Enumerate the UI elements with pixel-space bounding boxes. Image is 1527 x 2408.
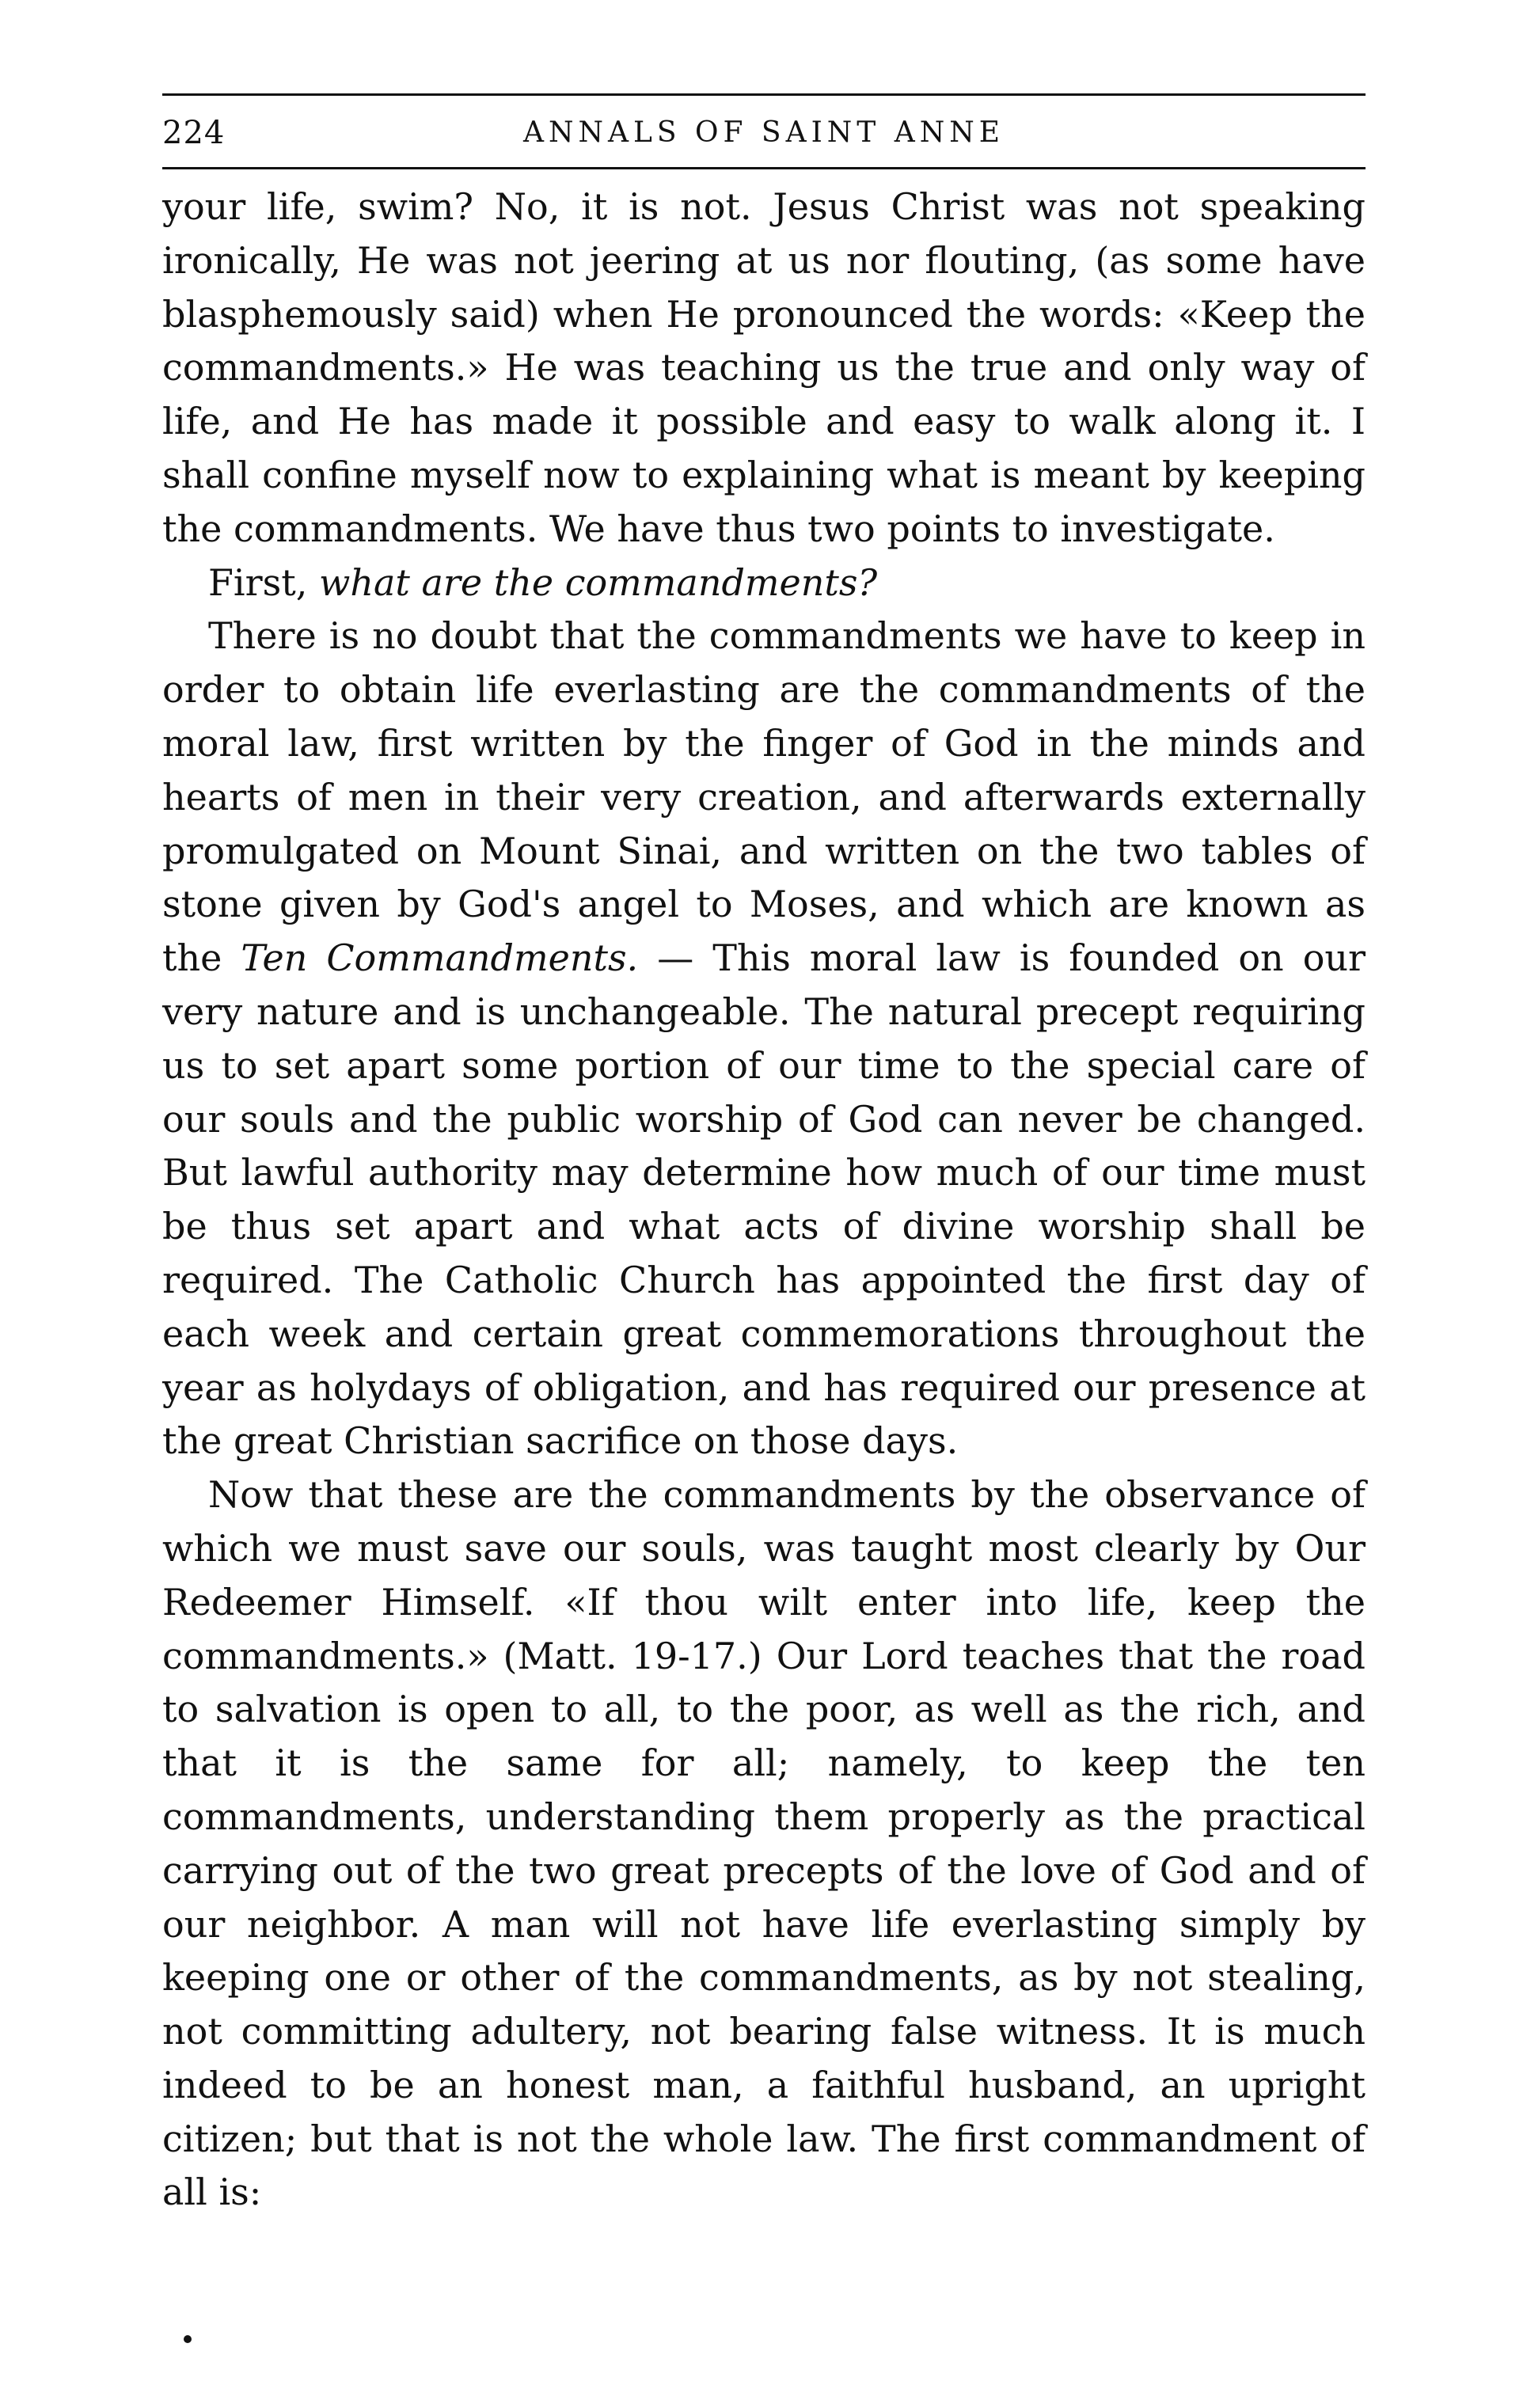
section-heading: [162, 556, 1366, 610]
section-heading-italic: what are the commandments?: [318, 560, 878, 604]
paragraph-continuation: your life, swim? No, it is not. Jesus Christ was not speaking ironically, He was not jeering at us nor flouting, (as some have blasphemously said) when He pronounced the words: «Keep the commandments.» He was teaching us the true and only way of life, and He has made it possible and easy to walk along it. I shall confine myself now to explaining what is meant by keeping the commandments. We have thus two points to investigate.: [162, 185, 1366, 550]
paragraph-observance: Now that these are the commandments by the observance of which we must save our souls, was taught most clearly by Our Redeemer Himself. «If thou wilt enter into life, keep the commandments.» (Matt. 19-17.) Our Lord teaches that the road to salvation is open to all, to the poor, as well as the rich, and that it is the same for all; namely, to keep the ten commandments, understanding them properly as the practical carrying out of the two great precepts of the love of God and of our neighbor. A man will not have life everlasting simply by keeping one or other of the commandments, as by not stealing, not committing adultery, not bearing false witness. It is much indeed to be an honest man, a faithful husband, an upright citizen; but that is not the whole law. The first commandment of all is:: [162, 1473, 1366, 2214]
stray-mark: [184, 2335, 192, 2343]
book-page: [162, 93, 1366, 2220]
section-heading-lead: First,: [208, 560, 319, 604]
page-header: [162, 102, 1366, 167]
ten-commandments-italic: Ten Commandments.: [241, 936, 639, 980]
paragraph-commandments-text-before: There is no doubt that the commandments we have to keep in order to obtain life everlasting are the commandments of the moral law, first written by the finger of God in the minds and hearts of men in their very creation, and afterwards externally promulgated on Mount Sinai, and written on the two tables of stone given by God's angel to Moses, and which are known as the: [162, 614, 1366, 980]
running-title: ANNALS OF SAINT ANNE: [522, 116, 1005, 149]
header-top-rule: [162, 93, 1366, 96]
header-bottom-rule: [162, 167, 1366, 169]
paragraph-commandments-text-after: — This moral law is founded on our very nature and is unchangeable. The natural precept requiring us to set apart some portion of our time to the special care of our souls and the public worship of God can never be changed. But lawful authority may determine how much of our time must be thus set apart and what acts of divine worship shall be required. The Catholic Church has appointed the first day of each week and certain great commemorations throughout the year as holydays of obligation, and has required our presence at the great Christian sacrifice on those days.: [162, 936, 1366, 1463]
page-number: 224: [162, 115, 226, 151]
paragraph-commandments: [162, 610, 1366, 1468]
body-text: [162, 180, 1366, 2220]
